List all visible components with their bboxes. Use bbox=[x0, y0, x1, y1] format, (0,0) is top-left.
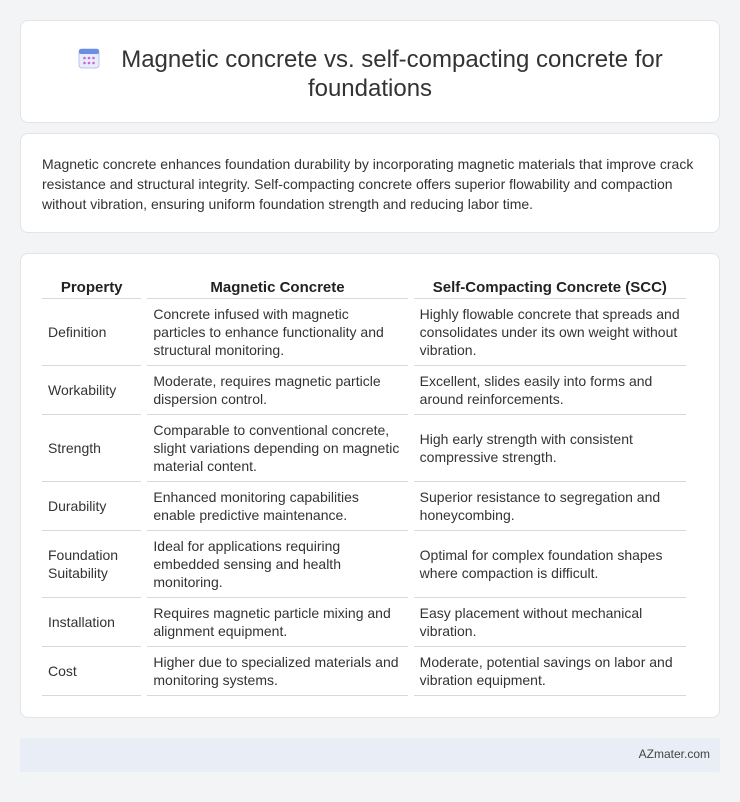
row-magnetic: Comparable to conventional concrete, slight variations depending on magnetic material content. bbox=[147, 415, 407, 482]
row-property: Workability bbox=[42, 366, 141, 415]
row-magnetic: Moderate, requires magnetic particle dispersion control. bbox=[147, 366, 407, 415]
row-property: Strength bbox=[42, 415, 141, 482]
comparison-table bbox=[36, 274, 692, 696]
intro-text: Magnetic concrete enhances foundation durability by incorporating magnetic materials that improve crack resistance and structural integrity. Self-compacting concrete offers superior flowability and compaction without vibration, ensuring uniform foundation strength and reducing labor time. bbox=[42, 156, 694, 212]
row-scc: Superior resistance to segregation and honeycombing. bbox=[414, 482, 686, 531]
header-scc: Self-Compacting Concrete (SCC) bbox=[414, 274, 686, 299]
row-scc: Easy placement without mechanical vibration. bbox=[414, 598, 686, 647]
table-row bbox=[42, 415, 686, 482]
title-card bbox=[20, 20, 720, 123]
row-magnetic: Ideal for applications requiring embedded sensing and health monitoring. bbox=[147, 531, 407, 598]
header-magnetic-concrete: Magnetic Concrete bbox=[147, 274, 407, 299]
table-header-row bbox=[42, 274, 686, 299]
row-scc: Highly flowable concrete that spreads and consolidates under its own weight without vibration. bbox=[414, 299, 686, 366]
table-row bbox=[42, 366, 686, 415]
row-scc: Excellent, slides easily into forms and around reinforcements. bbox=[414, 366, 686, 415]
header-property: Property bbox=[42, 274, 141, 299]
table-row bbox=[42, 598, 686, 647]
footer bbox=[20, 738, 720, 772]
page-title: Magnetic concrete vs. self-compacting concrete for foundations bbox=[121, 46, 663, 102]
row-scc: High early strength with consistent compressive strength. bbox=[414, 415, 686, 482]
row-scc: Optimal for complex foundation shapes where compaction is difficult. bbox=[414, 531, 686, 598]
table-row bbox=[42, 299, 686, 366]
row-magnetic: Enhanced monitoring capabilities enable predictive maintenance. bbox=[147, 482, 407, 531]
table-row bbox=[42, 531, 686, 598]
intro-card bbox=[20, 133, 720, 233]
row-magnetic: Concrete infused with magnetic particles to enhance functionality and structural monitoring. bbox=[147, 299, 407, 366]
row-magnetic: Higher due to specialized materials and monitoring systems. bbox=[147, 647, 407, 696]
comparison-card bbox=[20, 253, 720, 718]
calendar-icon bbox=[77, 46, 101, 70]
footer-brand: AZmater.com bbox=[638, 747, 710, 761]
row-property: Installation bbox=[42, 598, 141, 647]
row-scc: Moderate, potential savings on labor and vibration equipment. bbox=[414, 647, 686, 696]
row-property: Durability bbox=[42, 482, 141, 531]
row-property: Cost bbox=[42, 647, 141, 696]
row-property: Foundation Suitability bbox=[42, 531, 141, 598]
row-magnetic: Requires magnetic particle mixing and alignment equipment. bbox=[147, 598, 407, 647]
page-title-wrap bbox=[21, 45, 719, 103]
table-row bbox=[42, 482, 686, 531]
table-row bbox=[42, 647, 686, 696]
row-property: Definition bbox=[42, 299, 141, 366]
